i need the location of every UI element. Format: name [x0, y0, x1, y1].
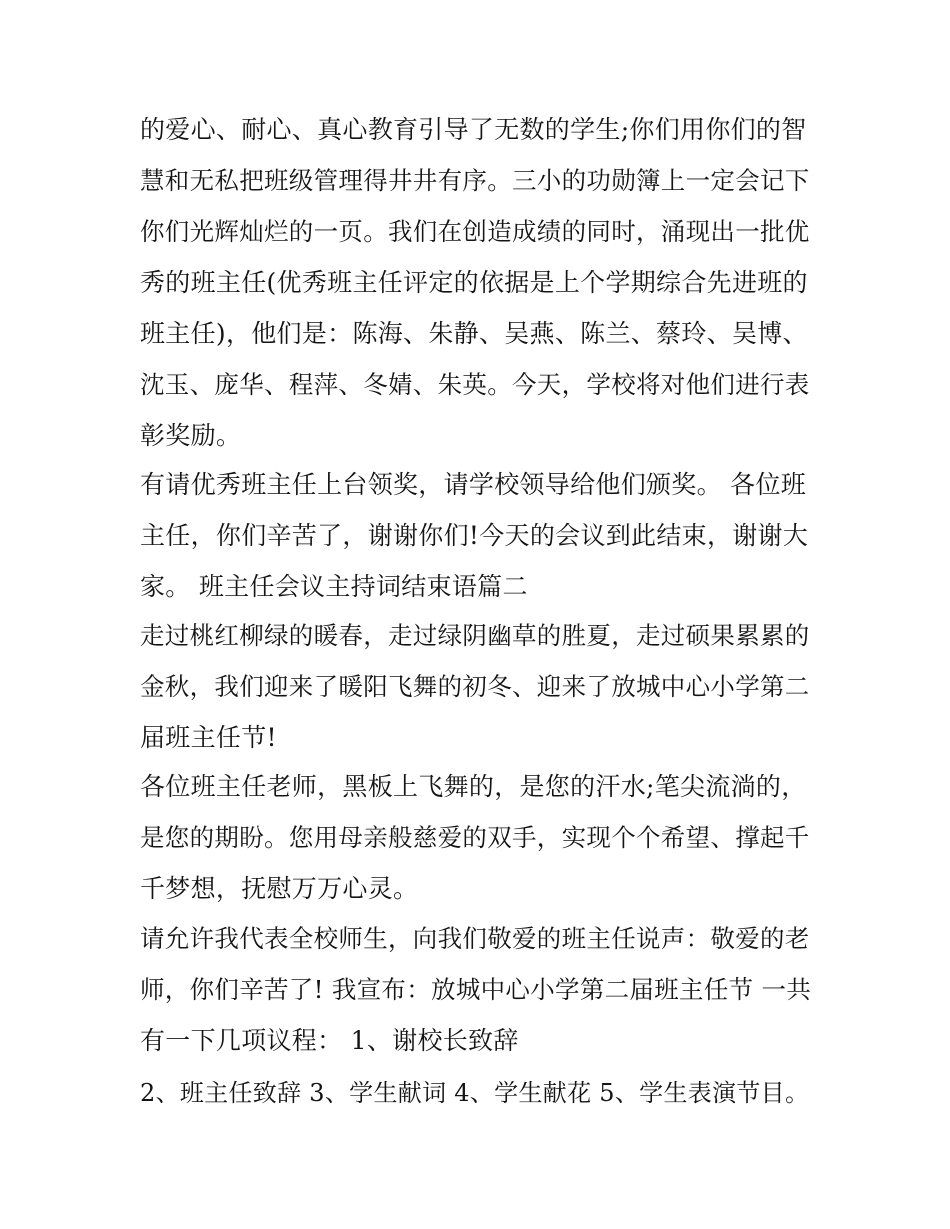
text-line: 慧和无私把班级管理得井井有序。三小的功勋簿上一定会记下: [140, 166, 810, 195]
text-line: 有请优秀班主任上台领奖，请学校领导给他们颁奖。 各位班: [140, 470, 807, 499]
text-line: 彰奖励。: [140, 421, 242, 450]
text-line: 师，你们辛苦了! 我宣布：放城中心小学第二届班主任节 一共: [140, 975, 812, 1004]
text-line: 沈玉、庞华、程萍、冬婧、朱英。今天，学校将对他们进行表: [140, 370, 810, 399]
text-line: 各位班主任老师，黑板上飞舞的，是您的汗水;笔尖流淌的，: [140, 772, 807, 801]
text-line: 班主任)，他们是：陈海、朱静、吴燕、陈兰、蔡玲、吴博、: [140, 319, 808, 348]
text-line: 是您的期盼。您用母亲般慈爱的双手，实现个个希望、撑起千: [140, 823, 810, 852]
text-line: 你们光辉灿烂的一页。我们在创造成绩的同时，涌现出一批优: [140, 217, 810, 246]
text-line: 请允许我代表全校师生，向我们敬爱的班主任说声：敬爱的老: [140, 924, 810, 953]
text-line: 2、班主任致辞 3、学生献词 4、学生献花 5、学生表演节目。: [140, 1079, 810, 1107]
text-line: 有一下几项议程： 1、谢校长致辞: [140, 1026, 519, 1055]
text-line: 的爱心、耐心、真心教育引导了无数的学生;你们用你们的智: [140, 115, 807, 144]
text-line: 金秋，我们迎来了暖阳飞舞的初冬、迎来了放城中心小学第二: [140, 672, 810, 701]
text-line: 届班主任节!: [140, 723, 277, 752]
text-line: 主任，你们辛苦了，谢谢你们!今天的会议到此结束，谢谢大: [140, 521, 809, 550]
text-line: 走过桃红柳绿的暖春，走过绿阴幽草的胜夏，走过硕果累累的: [140, 621, 810, 650]
text-line: 家。 班主任会议主持词结束语篇二: [140, 572, 528, 601]
text-line: 秀的班主任(优秀班主任评定的依据是上个学期综合先进班的: [140, 268, 808, 297]
text-line: 千梦想，抚慰万万心灵。: [140, 874, 419, 903]
